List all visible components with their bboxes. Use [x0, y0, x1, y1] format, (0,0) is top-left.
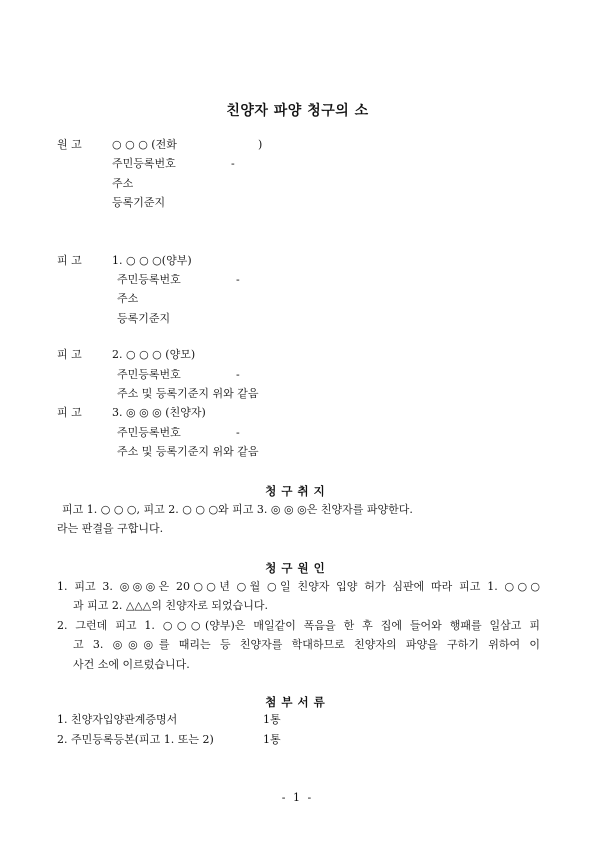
defendant1-rrn-label: 주민등록번호 — [117, 273, 181, 286]
defendant1-registration-label: 등록기준지 — [117, 312, 171, 325]
defendant3-label: 피 고 — [57, 406, 82, 419]
defendant1-label: 피 고 — [57, 254, 82, 267]
defendant2-label: 피 고 — [57, 348, 82, 361]
attachments-heading: 첨부서류 — [265, 695, 330, 709]
attachment-item-2-count: 1통 — [263, 733, 281, 746]
attachment-item-1-count: 1통 — [263, 713, 281, 726]
plaintiff-registration-label: 등록기준지 — [112, 196, 166, 209]
defendant2-address-line: 주소 및 등록기준지 위와 같음 — [117, 387, 259, 400]
attachment-item-1: 1. 친양자입양관계증명서 — [57, 713, 178, 726]
defendant3-rrn-dash: - — [236, 426, 240, 439]
defendant2-name: 2. ○ ○ ○ (양모) — [112, 348, 196, 361]
claim-cause-item2-line3: 사건 소에 이르렀습니다. — [73, 658, 190, 671]
defendant3-name: 3. ◎ ◎ ◎ (친양자) — [112, 406, 206, 419]
page-number: - 1 - — [281, 791, 314, 804]
claim-cause-item1-line1: 1. 피고 3. ◎◎◎은 20○○년 ○월 ○일 친양자 입양 허가 심판에 따라 피고 1. ○○○ — [57, 580, 540, 593]
document-title: 친양자 파양 청구의 소 — [226, 103, 369, 119]
defendant1-rrn-dash: - — [236, 273, 240, 286]
defendant2-rrn-label: 주민등록번호 — [117, 368, 181, 381]
attachment-item-2: 2. 주민등록등본(피고 1. 또는 2) — [57, 733, 214, 746]
plaintiff-phone-close: ) — [258, 138, 263, 151]
plaintiff-rrn-dash: - — [231, 157, 235, 170]
claim-cause-item2-line2: 고 3. ◎◎◎를 때리는 등 친양자를 학대하므로 친양자의 파양을 구하기 위하여 이 — [73, 638, 540, 651]
defendant2-rrn-dash: - — [236, 368, 240, 381]
defendant3-rrn-label: 주민등록번호 — [117, 426, 181, 439]
defendant1-name: 1. ○ ○ ○(양부) — [112, 254, 192, 267]
claim-cause-item1-line2: 과 피고 2. △△△의 친양자로 되었습니다. — [73, 599, 268, 612]
defendant3-address-line: 주소 및 등록기준지 위와 같음 — [117, 445, 259, 458]
plaintiff-address-label: 주소 — [112, 177, 134, 190]
claim-purpose-line1: 피고 1. ○ ○ ○, 피고 2. ○ ○ ○와 피고 3. ◎ ◎ ◎은 친양자를 파양한다. — [62, 503, 413, 516]
defendant1-address-label: 주소 — [117, 292, 139, 305]
claim-purpose-line2: 라는 판결을 구합니다. — [57, 522, 164, 535]
plaintiff-name: ○ ○ ○ (전화 — [112, 138, 177, 151]
claim-cause-item2-line1: 2. 그런데 피고 1. ○○○(양부)은 매일같이 폭음을 한 후 집에 들어와 행패를 일삼고 피 — [57, 619, 540, 632]
claim-cause-heading: 청구원인 — [265, 561, 330, 575]
plaintiff-rrn-label: 주민등록번호 — [112, 157, 176, 170]
plaintiff-label: 원 고 — [57, 138, 82, 151]
claim-purpose-heading: 청구취지 — [265, 484, 330, 498]
